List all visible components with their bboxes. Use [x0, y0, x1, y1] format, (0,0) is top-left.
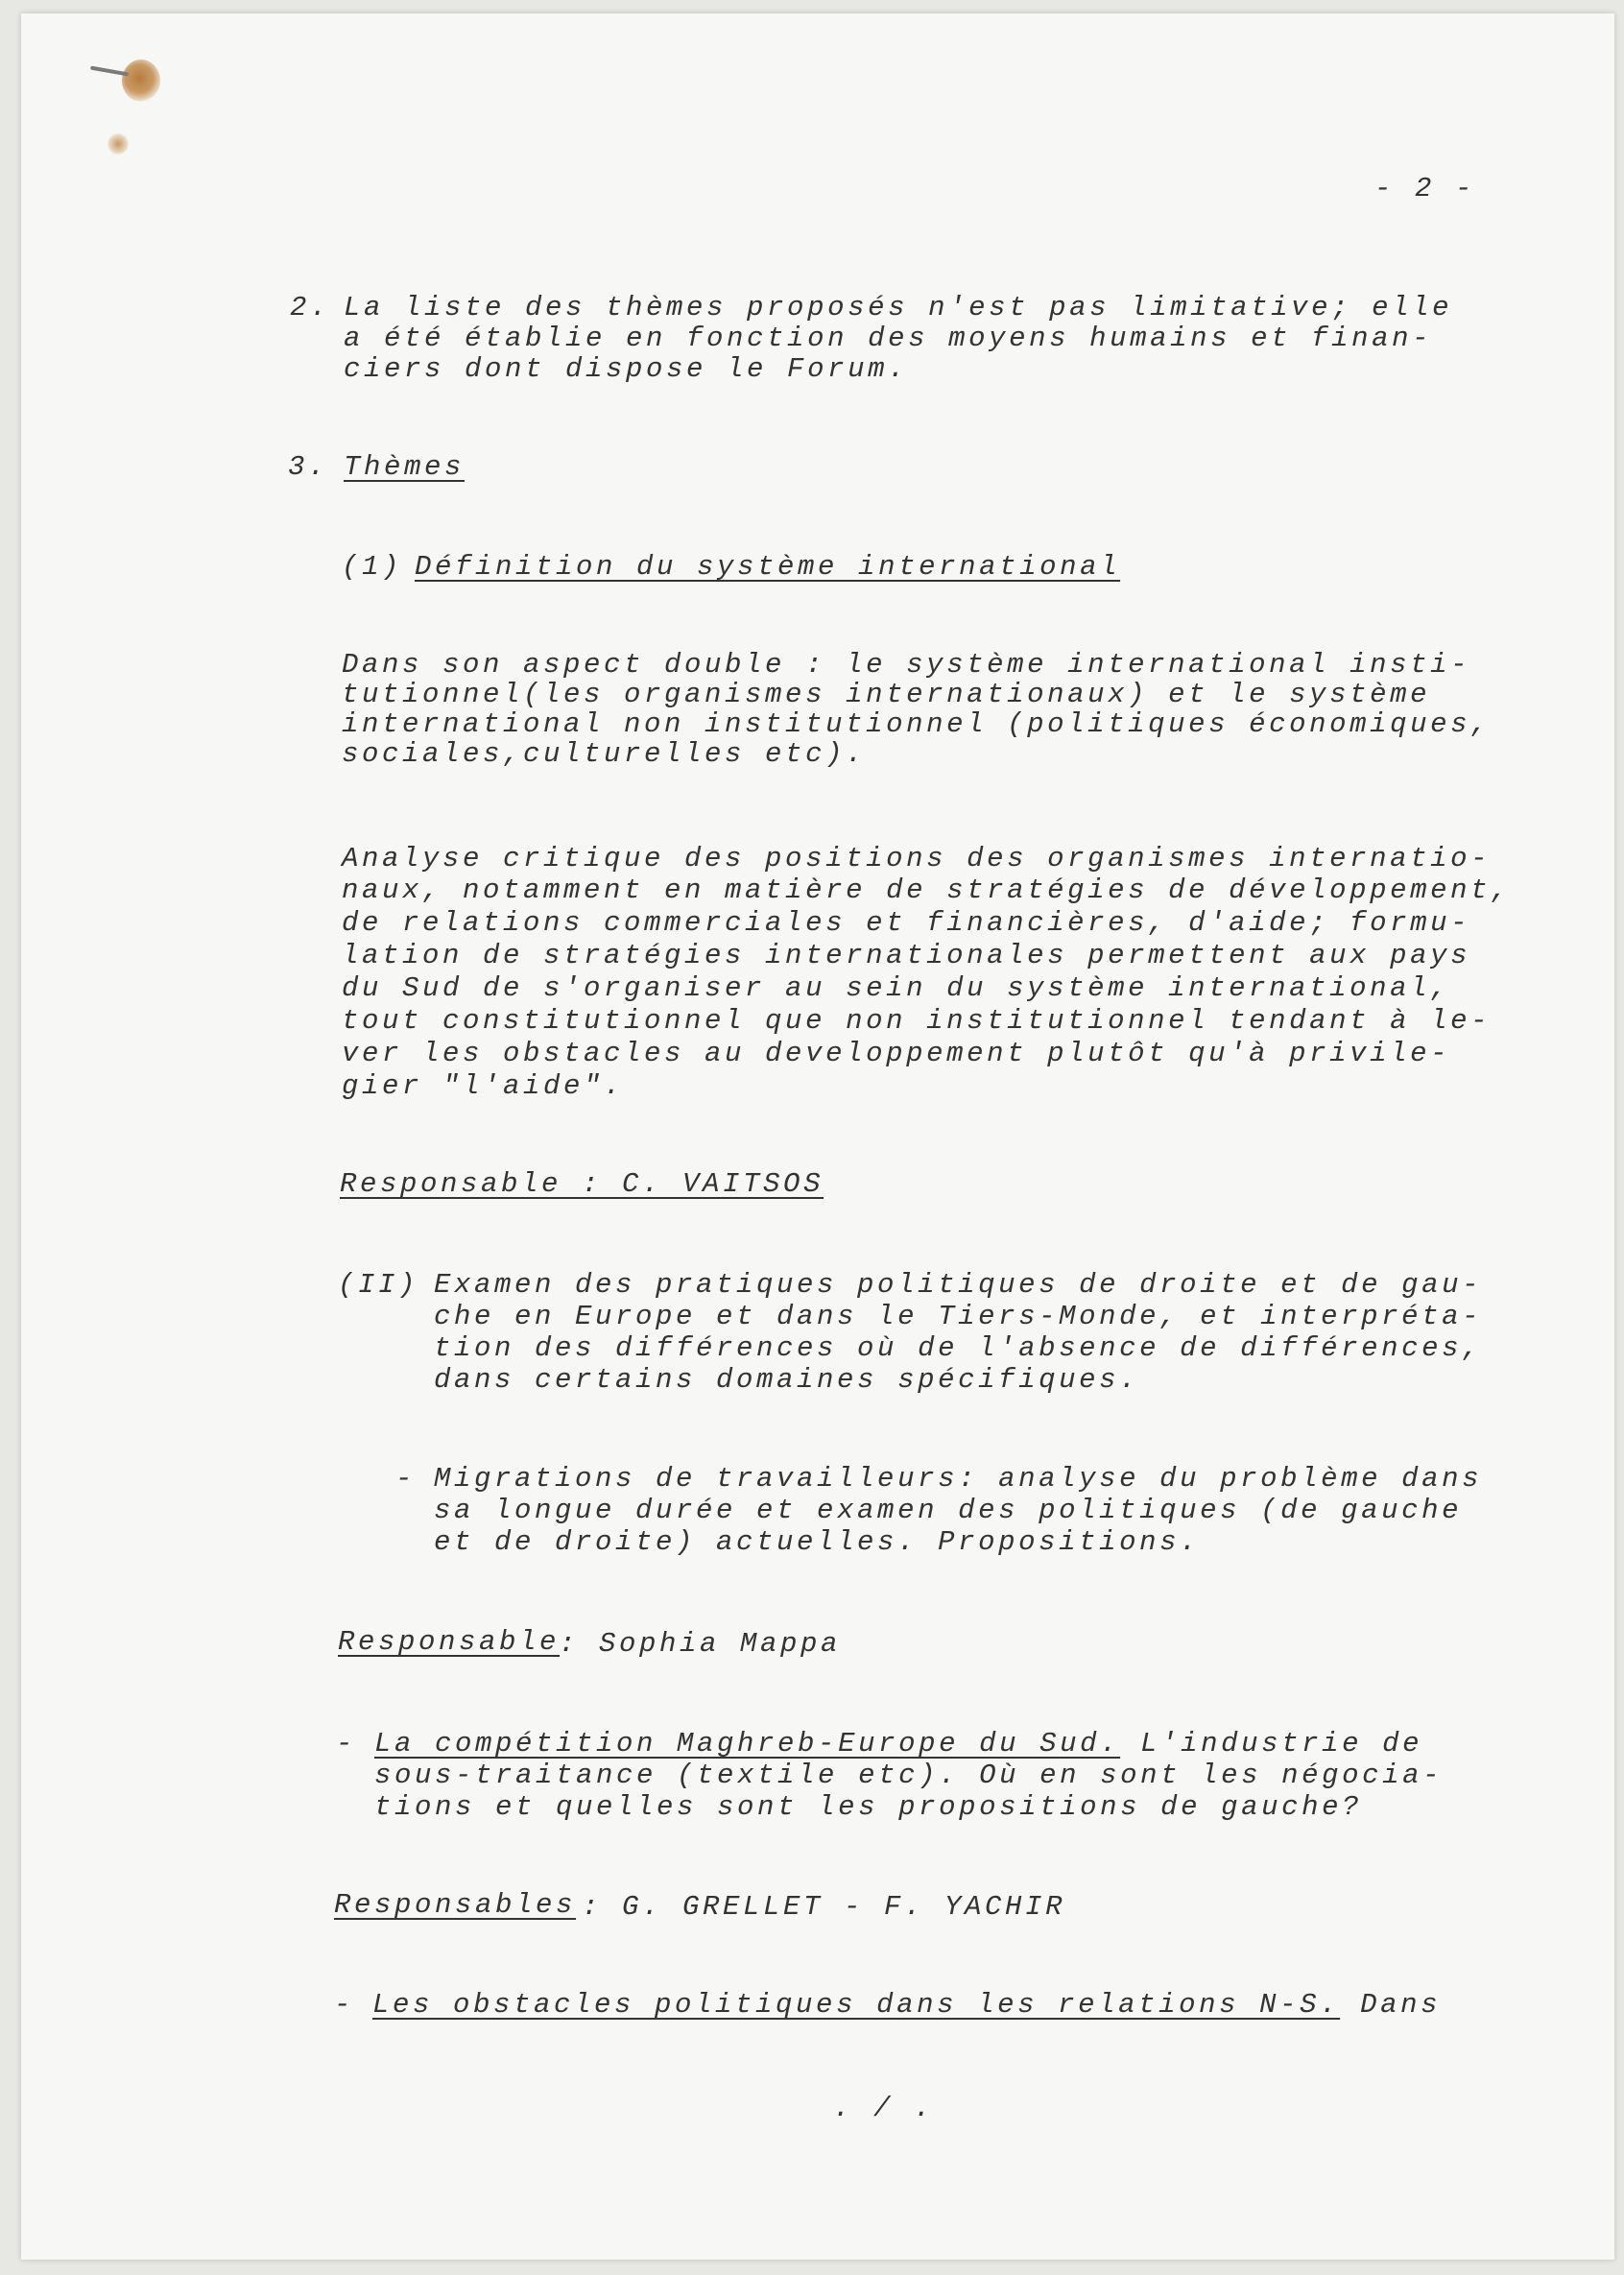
obstacles-title: Les obstacles politiques dans les relations N-S. — [372, 1989, 1341, 2021]
continuation-mark: . / . — [833, 2093, 935, 2124]
competition-responsables-names: : G. GRELLET - F. YACHIR — [582, 1891, 1066, 1923]
section-2-responsable-label: Responsable — [338, 1626, 561, 1658]
section-2-responsable-name: : Sophia Mappa — [559, 1628, 842, 1660]
competition-title: La compétition Maghreb-Europe du Sud. — [374, 1728, 1121, 1760]
item-2-number: 2. — [290, 292, 331, 323]
item-3-heading: Thèmes — [344, 451, 466, 483]
section-1-responsable: Responsable : C. VAITSOS — [340, 1168, 824, 1200]
rust-stain — [122, 60, 160, 102]
rust-stain-small — [107, 132, 129, 156]
obstacles-dash: - — [334, 1989, 355, 2021]
competition-responsables-label: Responsables — [334, 1889, 577, 1921]
section-1-para-1-line-1: Dans son aspect double : le système international insti- — [342, 649, 1471, 681]
section-1-label: (1) — [342, 551, 403, 583]
section-1-para-1-line-2: tutionnel(les organismes internationaux) et le système — [342, 679, 1431, 710]
migrations-line-3: et de droite) actuelles. Propositions. — [434, 1526, 1201, 1558]
item-2-line-3: ciers dont dispose le Forum. — [344, 353, 909, 385]
document-page — [21, 13, 1614, 2260]
obstacles-rest: Dans — [1340, 1989, 1442, 2021]
section-2-line-3: tion des différences où de l'absence de différences, — [434, 1332, 1483, 1364]
page-number: - 2 - — [1374, 173, 1476, 204]
section-2-line-4: dans certains domaines spécifiques. — [434, 1364, 1140, 1396]
item-2-line-2: a été établie en fonction des moyens humains et finan- — [344, 323, 1433, 354]
section-1-title: Définition du système international — [415, 551, 1121, 583]
competition-line-3: tions et quelles sont les propositions de gauche? — [374, 1791, 1363, 1823]
section-2-line-2: che en Europe et dans le Tiers-Monde, et interpréta- — [434, 1301, 1483, 1332]
migrations-line-1: Migrations de travailleurs: analyse du problème dans — [434, 1463, 1483, 1495]
competition-line-1-rest: L'industrie de — [1120, 1728, 1423, 1760]
item-3-number: 3. — [288, 451, 329, 483]
obstacles-line — [372, 1989, 1441, 2022]
section-1-para-1-line-4: sociales,culturelles etc). — [342, 738, 867, 770]
section-1-para-2-line-3: de relations commerciales et financières, d'aide; formu- — [342, 907, 1471, 939]
section-1-para-1-line-3: international non institutionnel (politiques économiques, — [342, 708, 1492, 740]
section-2-line-1: Examen des pratiques politiques de droite et de gau- — [434, 1269, 1483, 1301]
section-1-para-2-line-2: naux, notamment en matière de stratégies de développement, — [342, 874, 1512, 906]
section-1-para-2-line-8: gier "l'aide". — [342, 1070, 625, 1102]
migrations-line-2: sa longue durée et examen des politiques (de gauche — [434, 1495, 1463, 1526]
competition-line-2: sous-traitance (textile etc). Où en sont les négocia- — [374, 1760, 1444, 1791]
staple-mark — [90, 66, 129, 77]
competition-line-1 — [374, 1728, 1422, 1760]
section-2-label: (II) — [338, 1269, 419, 1301]
section-1-para-2-line-1: Analyse critique des positions des organismes internatio- — [342, 843, 1492, 874]
section-1-para-2-line-7: ver les obstacles au developpement plutôt qu'à privile- — [342, 1038, 1451, 1069]
competition-dash: - — [336, 1728, 357, 1760]
section-1-para-2-line-4: lation de stratégies internationales permettent aux pays — [342, 940, 1471, 971]
section-1-para-2-line-5: du Sud de s'organiser au sein du système international, — [342, 972, 1451, 1004]
section-1-para-2-line-6: tout constitutionnel que non institutionnel tendant à le- — [342, 1005, 1492, 1037]
item-2-line-1: La liste des thèmes proposés n'est pas limitative; elle — [344, 292, 1453, 323]
migrations-dash: - — [395, 1463, 417, 1495]
